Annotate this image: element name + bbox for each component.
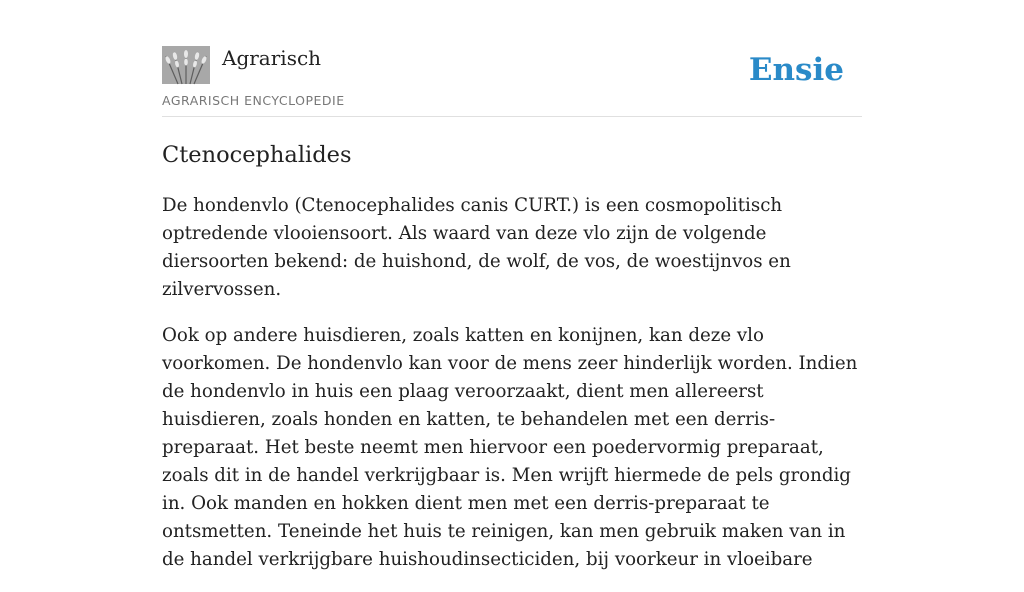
site-name[interactable]: Agrarisch	[222, 46, 322, 70]
brand-logo[interactable]: Ensie	[748, 52, 844, 88]
article-body	[162, 192, 864, 592]
paragraph: Ook op andere huisdieren, zoals katten en konijnen, kan deze vlo voorkomen. De hondenvlo kan voor de mens zeer hinderlijk worden. Indien de hondenvlo in huis een plaag veroorzaakt, dient men allereerst huisdieren, zoals honden en katten, te behandelen met een derris-preparaat. Het beste neemt men hiervoor een poedervormig preparaat, zoals dit in de handel verkrijgbaar is. Men wrijft hiermede de pels grondig in. Ook manden en hokken dient men met een derris-preparaat te ontsmetten. Teneinde het huis te reinigen, kan men gebruik maken van in de handel verkrijgbare huishoudinsecticiden, bij voorkeur in vloeibare	[162, 325, 858, 570]
page-title: Ctenocephalides	[162, 142, 352, 168]
site-subtitle: AGRARISCH ENCYCLOPEDIE	[162, 93, 345, 108]
site-header	[162, 46, 862, 117]
paragraph: De hondenvlo (Ctenocephalides canis CURT.) is een cosmopolitisch optredende vlooiensoort. Als waard van deze vlo zijn de volgende diersoorten bekend: de huishond, de wolf, de vos, de woestijnvos en zilvervossen.	[162, 195, 791, 300]
wheat-icon[interactable]	[162, 46, 210, 84]
